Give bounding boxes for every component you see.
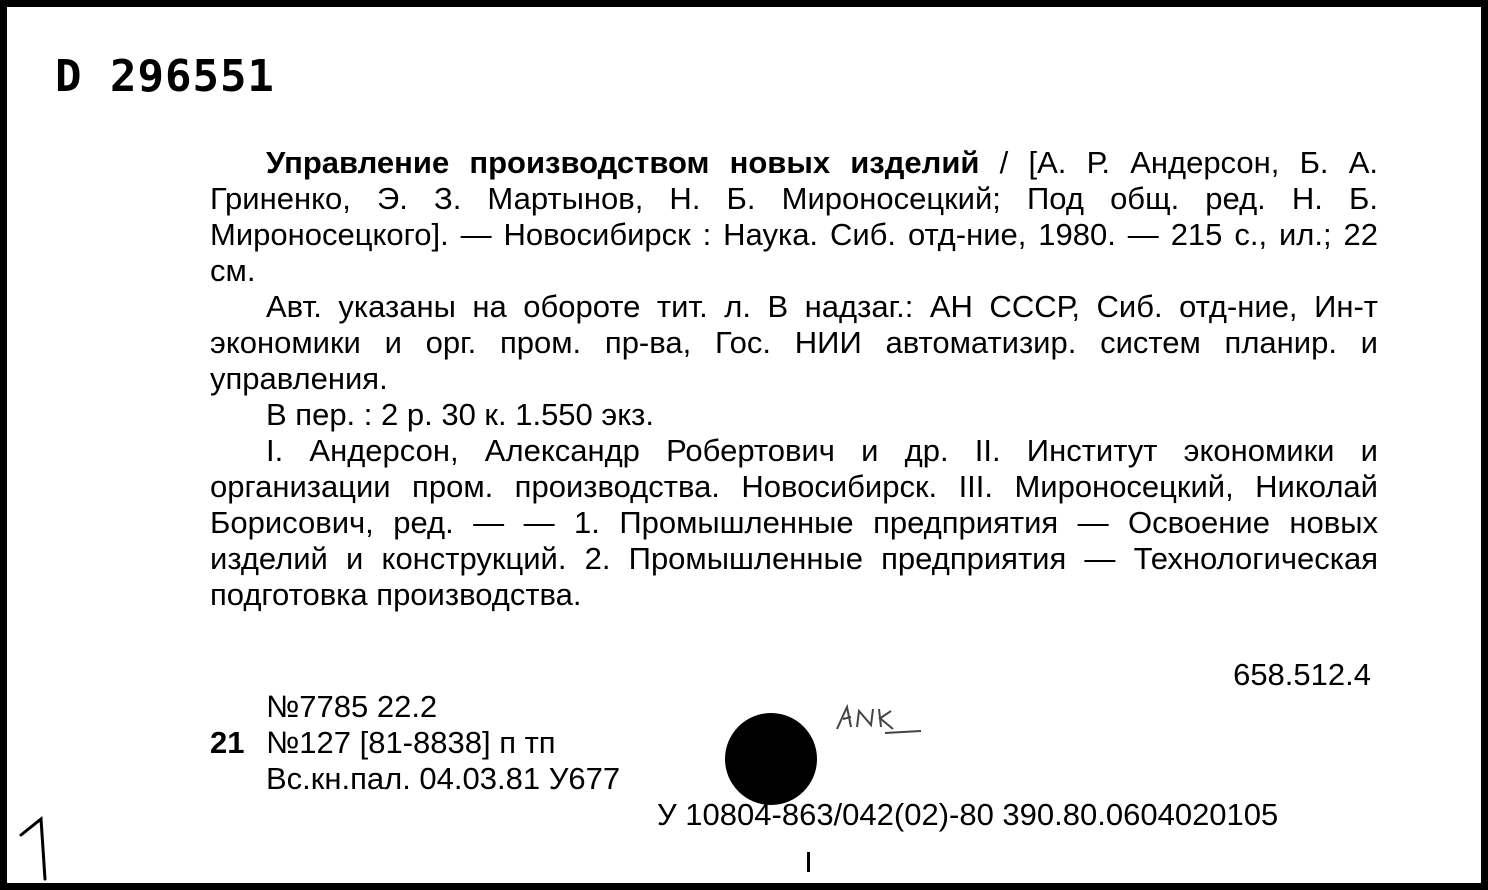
card-body — [210, 145, 1378, 613]
reg-lead-number: 21 — [210, 725, 245, 760]
note-paragraph: Авт. указаны на обороте тит. л. В надзаг.: АН СССР, Сиб. отд-ние, Ин-т экономики и орг. пром. пр-ва, Гос. НИИ автоматизир. систем планир. и управления. — [210, 289, 1378, 396]
tracings-paragraph: I. Андерсон, Александр Робертович и др. II. Институт экономики и организации пром. производства. Новосибирск. III. Мироносецкий, Николай Борисович, ред. — — 1. Промышленные предприятия — Освоение новых изделий и конструкций. 2. Промышленные предприятия — Технологическая подготовка производства. — [210, 433, 1378, 612]
chamber-date: Вс.кн.пал. 04.03.81 У677 — [266, 761, 621, 796]
handwritten-initials — [833, 697, 925, 741]
call-number: D 296551 — [55, 51, 275, 102]
handwritten-number — [15, 813, 61, 885]
reg-number-2: №127 [81-8838] п тп — [266, 725, 556, 760]
registration-line-1 — [210, 689, 620, 725]
reg-number-1: №7785 22.2 — [266, 689, 438, 724]
book-title: Управление производством новых изделий — [266, 145, 980, 180]
registration-line-2 — [210, 725, 620, 761]
registration-block — [210, 689, 620, 797]
tick-mark — [807, 852, 810, 872]
responsibility-statement: [А. Р. Андерсон, Б. А. Гриненко, Э. З. Мартынов, Н. Б. Мироносецкий; Под общ. ред. Н. Б. Мироносецкого]. — Новосибирск : Наука. Сиб. отд-ние, 1980. — 215 с., ил.; 22 см. — [210, 145, 1379, 288]
udc-number: 658.512.4 — [1233, 657, 1371, 692]
title-separator: / — [979, 145, 1029, 180]
punch-hole — [725, 713, 817, 805]
registration-line-3 — [210, 761, 620, 797]
title-entry — [210, 145, 1378, 289]
bibliographic-code: У 10804-863/042(02)-80 390.80.0604020105 — [657, 797, 1279, 832]
price-line: В пер. : 2 р. 30 к. 1.550 экз. — [266, 397, 654, 432]
